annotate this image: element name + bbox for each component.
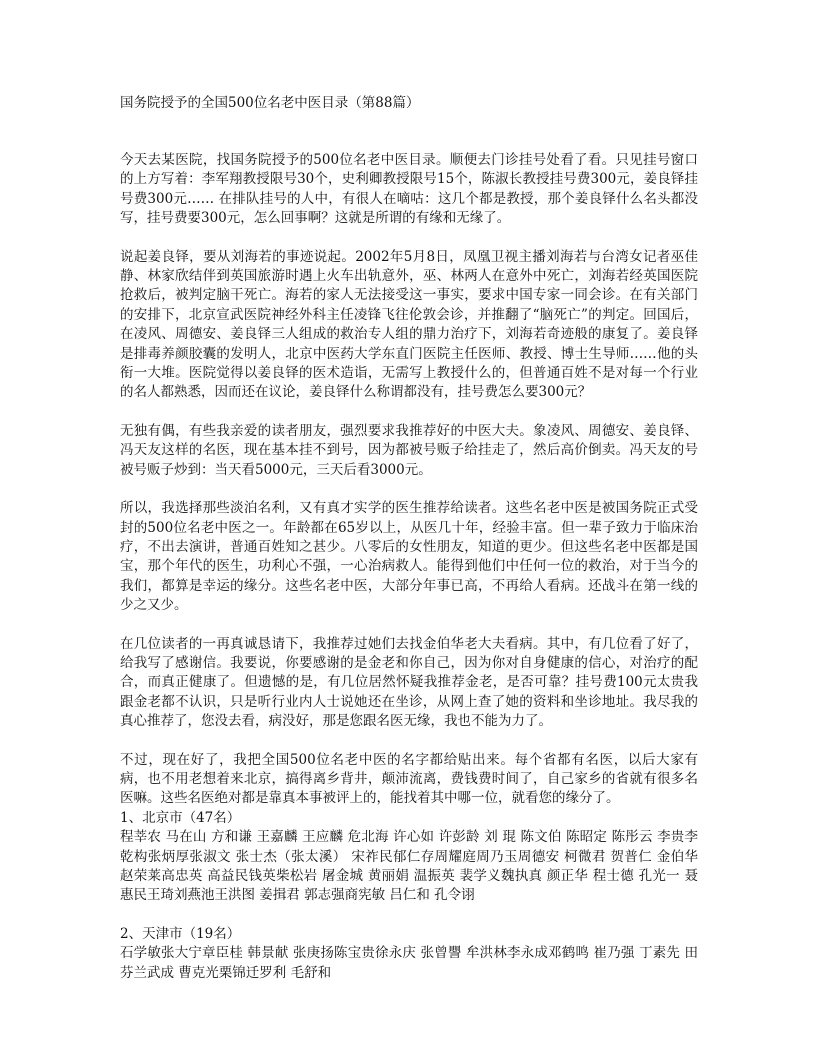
section-beijing (120, 809, 698, 906)
paragraph-jin-bohua: 在几位读者的一再真诚恳请下，我推荐过她们去找金伯华老大夫看病。其中，有几位看了好了，给我写了感谢信。我要说，你要感谢的是金老和你自己，因为你对自身健康的信心，对治疗的配合，而真正健康了。但遗憾的是，有几位居然怀疑我推荐金老，是否可靠？挂号费100元太贵我跟金老都不认识，只是听行业内人士说她还在坐诊，从网上查了她的资料和坐诊地址。我尽我的真心推荐了，您没去看，病没好，那是您跟名医无缘，我也不能为力了。 (120, 635, 698, 730)
paragraph-recommendation: 所以，我选择那些淡泊名利，又有真才实学的医生推荐给读者。这些名老中医是被国务院正式受封的500位名老中医之一。年龄都在65岁以上，从医几十年，经验丰富。但一辈子致力于临床治疗，不出去演讲，普通百姓知之甚少。八零后的女性朋友，知道的更少。但这些名老中医都是国宝，那个年代的医生，功利心不强，一心治病救人。能得到他们中任何一位的救治，对于当今的我们，都算是幸运的缘分。这些名老中医，大部分年事已高，不再给人看病。还战斗在第一线的少之又少。 (120, 500, 698, 614)
doctor-name-list: 石学敏张大宁章臣桂 韩景献 张庚扬陈宝贵徐永庆 张曾譻 牟洪林李永成邓鹤鸣 崔乃强 丁素先 田芬兰武成 曹克光栗锦迁罗利 毛舒和 (120, 945, 698, 981)
paragraph-list-intro: 不过，现在好了，我把全国500位名老中医的名字都给贴出来。每个省都有名医，以后大家有病，也不用老想着来北京，搞得离乡背井，颠沛流离，费钱费时间了，自己家乡的省就有很多名医嘛。这些名医绝对都是靠真本事被评上的，能找着其中哪一位，就看您的缘分了。 (120, 751, 698, 807)
paragraph-intro: 今天去某医院，找国务院授予的500位名老中医目录。顺便去门诊挂号处看了看。只见挂号窗口的上方写着：李军翔教授限号30个，史利卿教授限号15个，陈淑长教授挂号费300元，姜良铎挂号费300元…… 在排队挂号的人中，有很人在嘀咕：这几个都是教授，那个姜良铎什么名头都没写，挂号费要300元，怎么回事啊？这就是所谓的有缘和无缘了。 (120, 152, 698, 227)
document-title: 国务院授予的全国500位名老中医目录（第88篇） (120, 95, 420, 111)
section-heading: 1、北京市（47名） (120, 809, 241, 826)
section-tianjin (120, 925, 698, 983)
section-heading: 2、天津市（19名） (120, 925, 241, 942)
paragraph-ticket-scalpers: 无独有偶，有些我亲爱的读者朋友，强烈要求我推荐好的中医大夫。象凌风、周德安、姜良铎、冯天友这样的名医，现在基本挂不到号，因为都被号贩子给挂走了，然后高价倒卖。冯天友的号被号贩子炒到：当天看5000元，三天后看3000元。 (120, 422, 698, 478)
paragraph-jiang-liangduo: 说起姜良铎，要从刘海若的事迹说起。2002年5月8日，凤凰卫视主播刘海若与台湾女记者巫佳静、林家欣结伴到英国旅游时遇上火车出轨意外，巫、林两人在意外中死亡，刘海若经英国医院抢救后，被判定脑干死亡。海若的家人无法接受这一事实，要求中国专家一同会诊。在有关部门的安排下，北京宣武医院神经外科主任凌锋飞往伦敦会诊，并推翻了“脑死亡”的判定。回国后，在凌风、周德安、姜良铎三人组成的救治专人组的鼎力治疗下，刘海若奇迹般的康复了。姜良铎是排毒养颜胶囊的发明人，北京中医药大学东直门医院主任医师、教授、博士生导师……他的头衔一大堆。医院觉得以姜良铎的医术造诣，无需写上教授什么的，但普通百姓不是对每一个行业的名人都熟悉，因而还在议论，姜良铎什么称谓都没有，挂号费怎么要300元？ (120, 248, 698, 401)
document-page (120, 94, 698, 1002)
doctor-name-list: 程莘农 马在山 方和谦 王嘉麟 王应麟 危北海 许心如 许彭龄 刘 琨 陈文伯 陈昭定 陈彤云 李贵李乾构张炳厚张淑文 张士杰（张太溪） 宋祚民郁仁存周耀庭周乃玉周德安 柯微君 贺普仁 金伯华 赵荣莱高忠英 高益民钱英柴松岩 屠金城 黄丽娟 温振英 裴学义魏执真 颜正华 程士德 孔光一 聂惠民王琦刘燕池王洪图 姜揖君 郭志强商宪敏 吕仁和 孔令诩 (120, 829, 698, 904)
